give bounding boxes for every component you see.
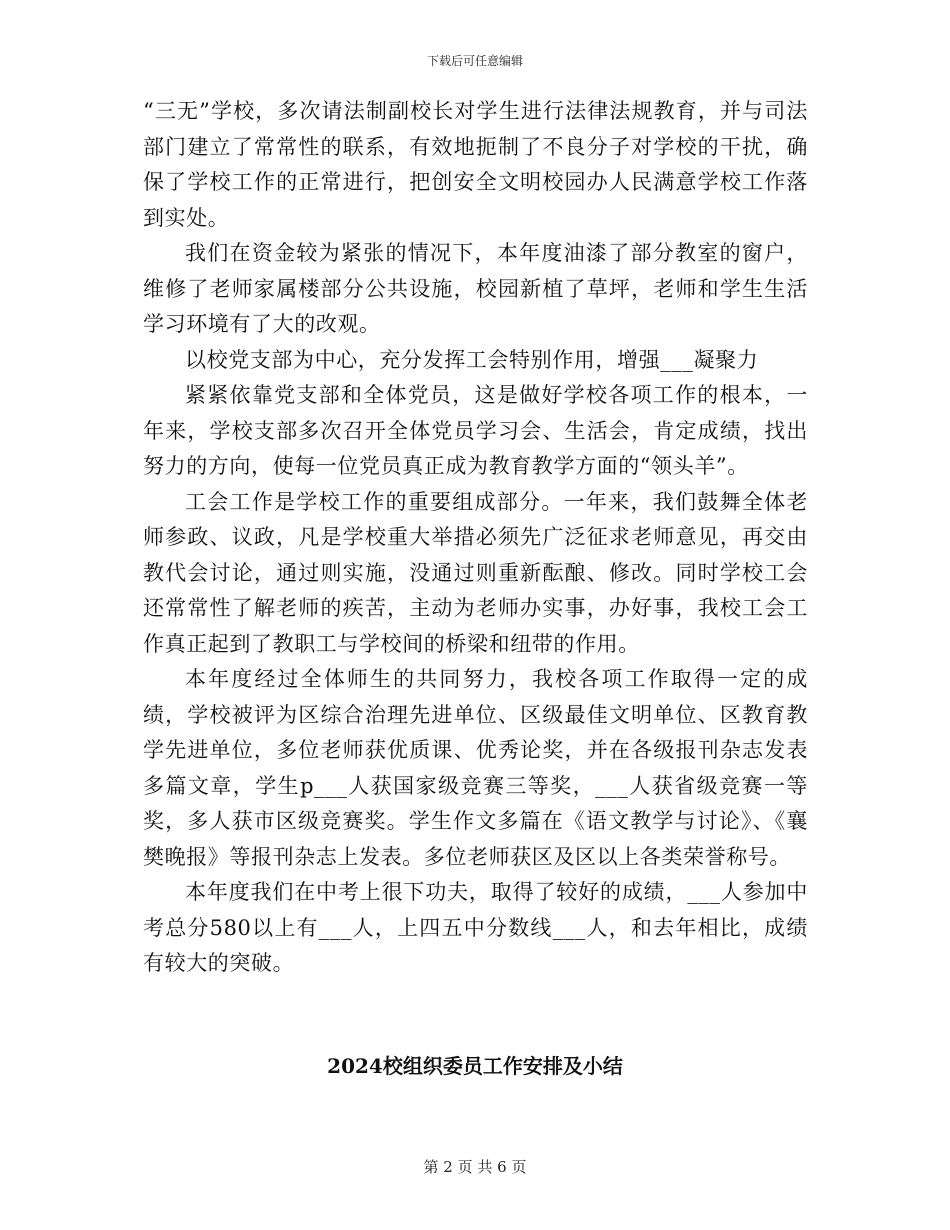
page-footer: 第 2 页 共 6 页 [423,1158,527,1176]
paragraph: 我们在资金较为紧张的情况下，本年度油漆了部分教室的窗户，维修了老师家属楼部分公共设施，校园新植了草坪，老师和学生生活学习环境有了大的改观。 [143,241,808,336]
section-title: 2024校组织委员工作安排及小结 [327,1054,623,1078]
document-body [143,94,808,982]
paragraph: 以校党支部为中心，充分发挥工会特别作用，增强___凝聚力 [185,347,759,372]
paragraph: “三无”学校，多次请法制副校长对学生进行法律法规教育，并与司法部门建立了常常性的联系，有效地扼制了不良分子对学校的干扰，确保了学校工作的正常进行，把创安全文明校园办人民满意学校工作落到实处。 [143,99,808,230]
paragraph: 紧紧依靠党支部和全体党员，这是做好学校各项工作的根本，一年来，学校支部多次召开全体党员学习会、生活会，肯定成绩，找出努力的方向，使每一位党员真正成为教育教学方面的“领头羊”。 [143,383,808,478]
paragraph: 工会工作是学校工作的重要组成部分。一年来，我们鼓舞全体老师参政、议政，凡是学校重大举措必须先广泛征求老师意见，再交由教代会讨论，通过则实施，没通过则重新酝酿、修改。同时学校工会还常常性了解老师的疾苦，主动为老师办实事，办好事，我校工会工作真正起到了教职工与学校间的桥梁和纽带的作用。 [143,489,808,656]
paragraph: 本年度经过全体师生的共同努力，我校各项工作取得一定的成绩，学校被评为区综合治理先进单位、区级最佳文明单位、区教育教学先进单位，多位老师获优质课、优秀论奖，并在各级报刊杂志发表多篇文章，学生p___人获国家级竞赛三等奖，___人获省级竞赛一等奖，多人获市区级竞赛奖。学生作文多篇在《语文教学与讨论》、《襄樊晚报》等报刊杂志上发表。多位老师获区及区以上各类荣誉称号。 [143,667,808,869]
page-header: 下载后可任意编辑 [426,54,523,68]
paragraph: 本年度我们在中考上很下功夫，取得了较好的成绩，___人参加中考总分580以上有___人，上四五中分数线___人，和去年相比，成绩有较大的突破。 [143,880,808,975]
